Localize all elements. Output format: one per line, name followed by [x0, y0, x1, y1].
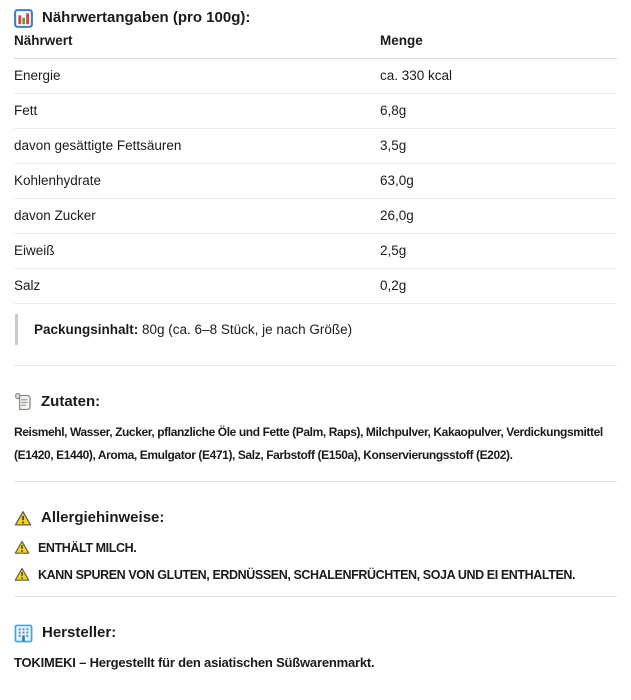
divider [14, 365, 617, 366]
row-value: 26,0g [380, 208, 414, 223]
divider [14, 481, 617, 482]
allergen-text: ENTHÄLT MILCH. [38, 540, 137, 555]
table-row [14, 59, 617, 94]
row-value: 63,0g [380, 173, 414, 188]
row-value: 2,5g [380, 243, 407, 258]
row-label: Energie [14, 68, 61, 83]
allergens-heading: Allergiehinweise: [41, 509, 165, 526]
table-row [14, 129, 617, 164]
package-content-text: 80g (ca. 6–8 Stück, je nach Größe) [138, 322, 353, 337]
allergen-item [14, 567, 617, 582]
manufacturer-heading: Hersteller: [42, 624, 117, 641]
table-row [14, 199, 617, 234]
allergens-heading-row [14, 508, 617, 528]
bar-chart-icon [14, 9, 33, 28]
nutrition-heading-row [14, 8, 617, 28]
warning-icon [14, 567, 30, 582]
nutrition-heading: Nährwertangaben (pro 100g): [42, 9, 251, 26]
row-label: Salz [14, 278, 41, 293]
allergen-text: KANN SPUREN VON GLUTEN, ERDNÜSSEN, SCHALENFRÜCHTEN, SOJA UND EI ENTHALTEN. [38, 567, 576, 582]
scroll-icon [14, 393, 32, 412]
manufacturer-text: TOKIMEKI – Hergestellt für den asiatischen Süßwarenmarkt. [14, 655, 375, 670]
row-label: davon gesättigte Fettsäuren [14, 138, 182, 153]
package-content-quote [15, 314, 617, 345]
manufacturer-heading-row [14, 623, 617, 643]
package-content-label: Packungsinhalt: [34, 322, 139, 337]
nutrition-table [14, 30, 617, 304]
table-row [14, 164, 617, 199]
ingredients-heading: Zutaten: [41, 393, 101, 410]
ingredients-text: Reismehl, Wasser, Zucker, pflanzliche Öle und Fette (Palm, Raps), Milchpulver, Kakaopulver, Verdickungsmittel (E1420, E1440), Aroma, Emulgator (E471), Salz, Farbstoff (E150a), Konservierungsstoff (E202). [14, 425, 603, 462]
divider [14, 596, 617, 597]
row-value: 3,5g [380, 138, 407, 153]
table-row [14, 94, 617, 129]
warning-icon [14, 540, 30, 555]
row-label: davon Zucker [14, 208, 96, 223]
table-row [14, 234, 617, 269]
row-value: ca. 330 kcal [380, 68, 453, 83]
col-header-naehrwert: Nährwert [14, 33, 73, 48]
row-label: Kohlenhydrate [14, 173, 102, 188]
row-value: 0,2g [380, 278, 407, 293]
row-value: 6,8g [380, 103, 407, 118]
table-row [14, 269, 617, 304]
col-header-menge: Menge [380, 33, 423, 48]
warning-icon [14, 510, 32, 527]
row-label: Fett [14, 103, 38, 118]
allergen-item [14, 540, 617, 555]
ingredients-heading-row [14, 392, 617, 412]
office-building-icon [14, 624, 33, 643]
row-label: Eiweiß [14, 243, 55, 258]
table-header-row [14, 30, 617, 59]
